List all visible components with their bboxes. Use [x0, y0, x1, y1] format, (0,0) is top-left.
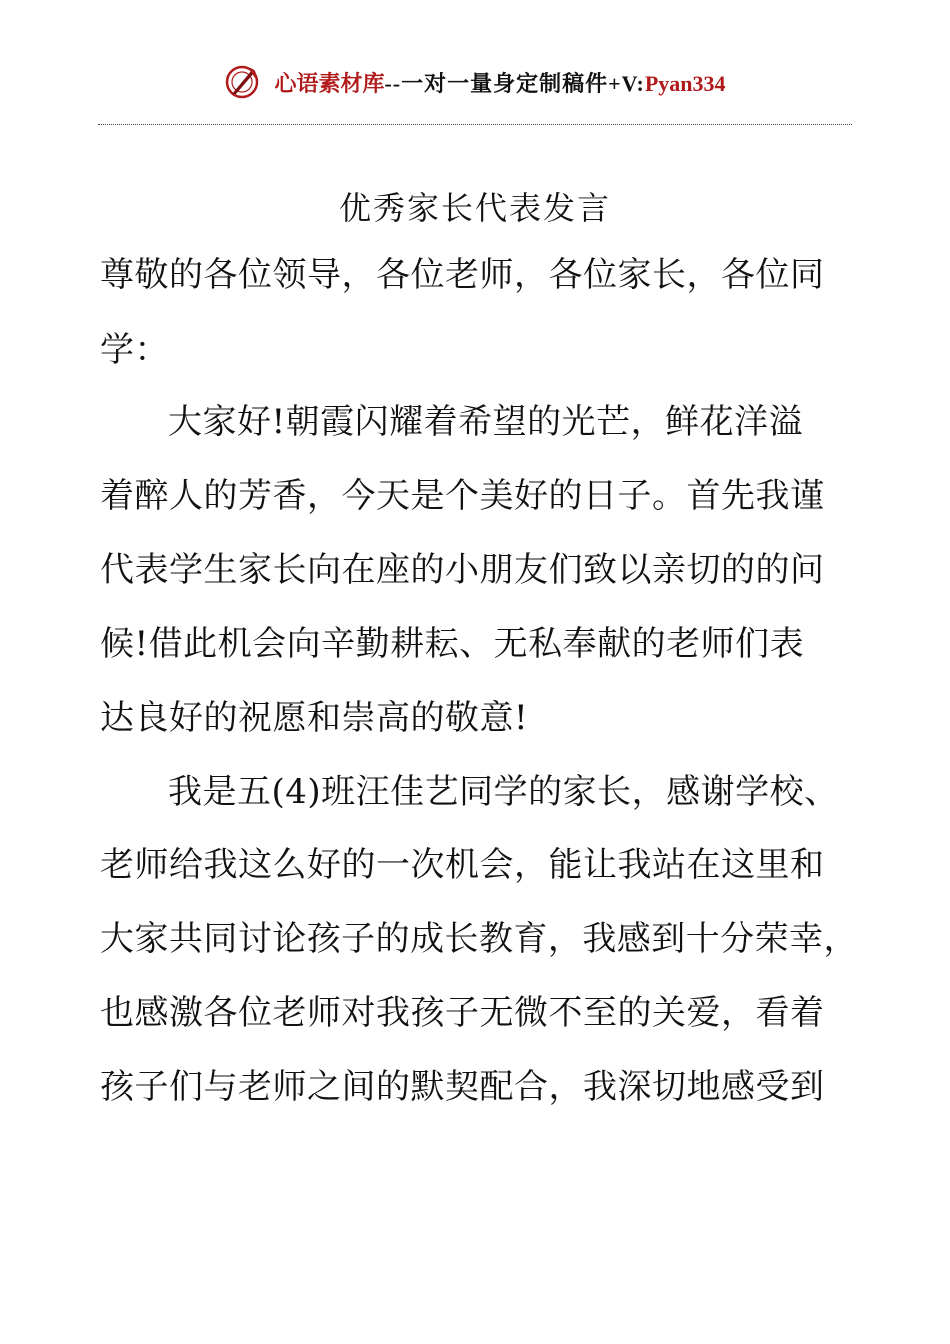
quill-logo-icon — [224, 64, 260, 100]
body-line-7: 达良好的祝愿和崇高的敬意! — [100, 698, 529, 738]
body-line-10: 大家共同讨论孩子的成长教育，我感到十分荣幸， — [100, 919, 858, 959]
body-line-1: 尊敬的各位领导，各位老师，各位家长，各位同 — [100, 255, 825, 295]
body-line-11: 也感激各位老师对我孩子无微不至的关爱，看着 — [100, 993, 825, 1033]
body-line-2: 学： — [100, 330, 169, 370]
body-line-8: 我是五(4)班汪佳艺同学的家长，感谢学校、 — [168, 772, 839, 812]
contact-id: Pyan334 — [644, 70, 726, 96]
header-divider — [98, 124, 852, 125]
body-line-4: 着醉人的芳香，今天是个美好的日子。首先我谨 — [100, 476, 825, 516]
body-line-12: 孩子们与老师之间的默契配合，我深切地感受到 — [100, 1067, 825, 1107]
header-text — [274, 67, 725, 98]
brand-name: 心语素材库 — [274, 70, 385, 96]
body-line-9: 老师给我这么好的一次机会，能让我站在这里和 — [100, 845, 825, 885]
body-line-6: 候!借此机会向辛勤耕耘、无私奉献的老师们表 — [100, 624, 805, 664]
document-title: 优秀家长代表发言 — [338, 189, 611, 227]
body-line-3: 大家好!朝霞闪耀着希望的光芒，鲜花洋溢 — [168, 402, 804, 442]
body-line-5: 代表学生家长向在座的小朋友们致以亲切的的问 — [100, 550, 825, 590]
header-slogan: --一对一量身定制稿件+V: — [384, 70, 645, 96]
page-header — [0, 62, 950, 102]
